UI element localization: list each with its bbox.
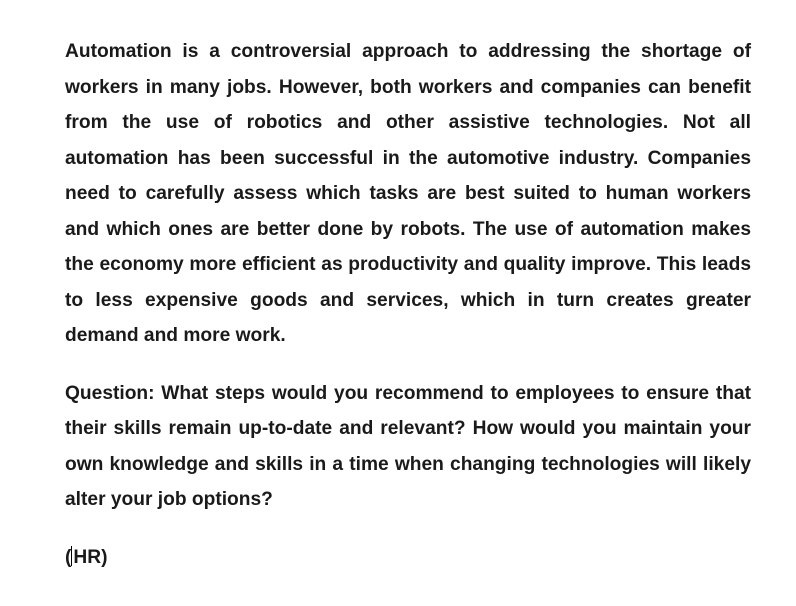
signature-open-paren: (	[65, 546, 72, 568]
document-body	[65, 34, 751, 575]
paragraph-automation: Automation is a controversial approach to addressing the shortage of workers in many jobs. However, both workers and companies can benefit from the use of robotics and other assistive technologies. Not all automation has been successful in the automotive industry. Companies need to carefully assess which tasks are best suited to human workers and which ones are better done by robots. The use of automation makes the economy more efficient as productivity and quality improve. This leads to less expensive goods and services, which in turn creates greater demand and more work.	[65, 41, 751, 346]
paragraph-question: Question: What steps would you recommend to employees to ensure that their skills remain up-to-date and relevant? How would you maintain your own knowledge and skills in a time when changing technologies will likely alter your job options?	[65, 382, 751, 510]
signature-line[interactable]	[65, 540, 108, 576]
signature-text: HR)	[73, 546, 108, 568]
